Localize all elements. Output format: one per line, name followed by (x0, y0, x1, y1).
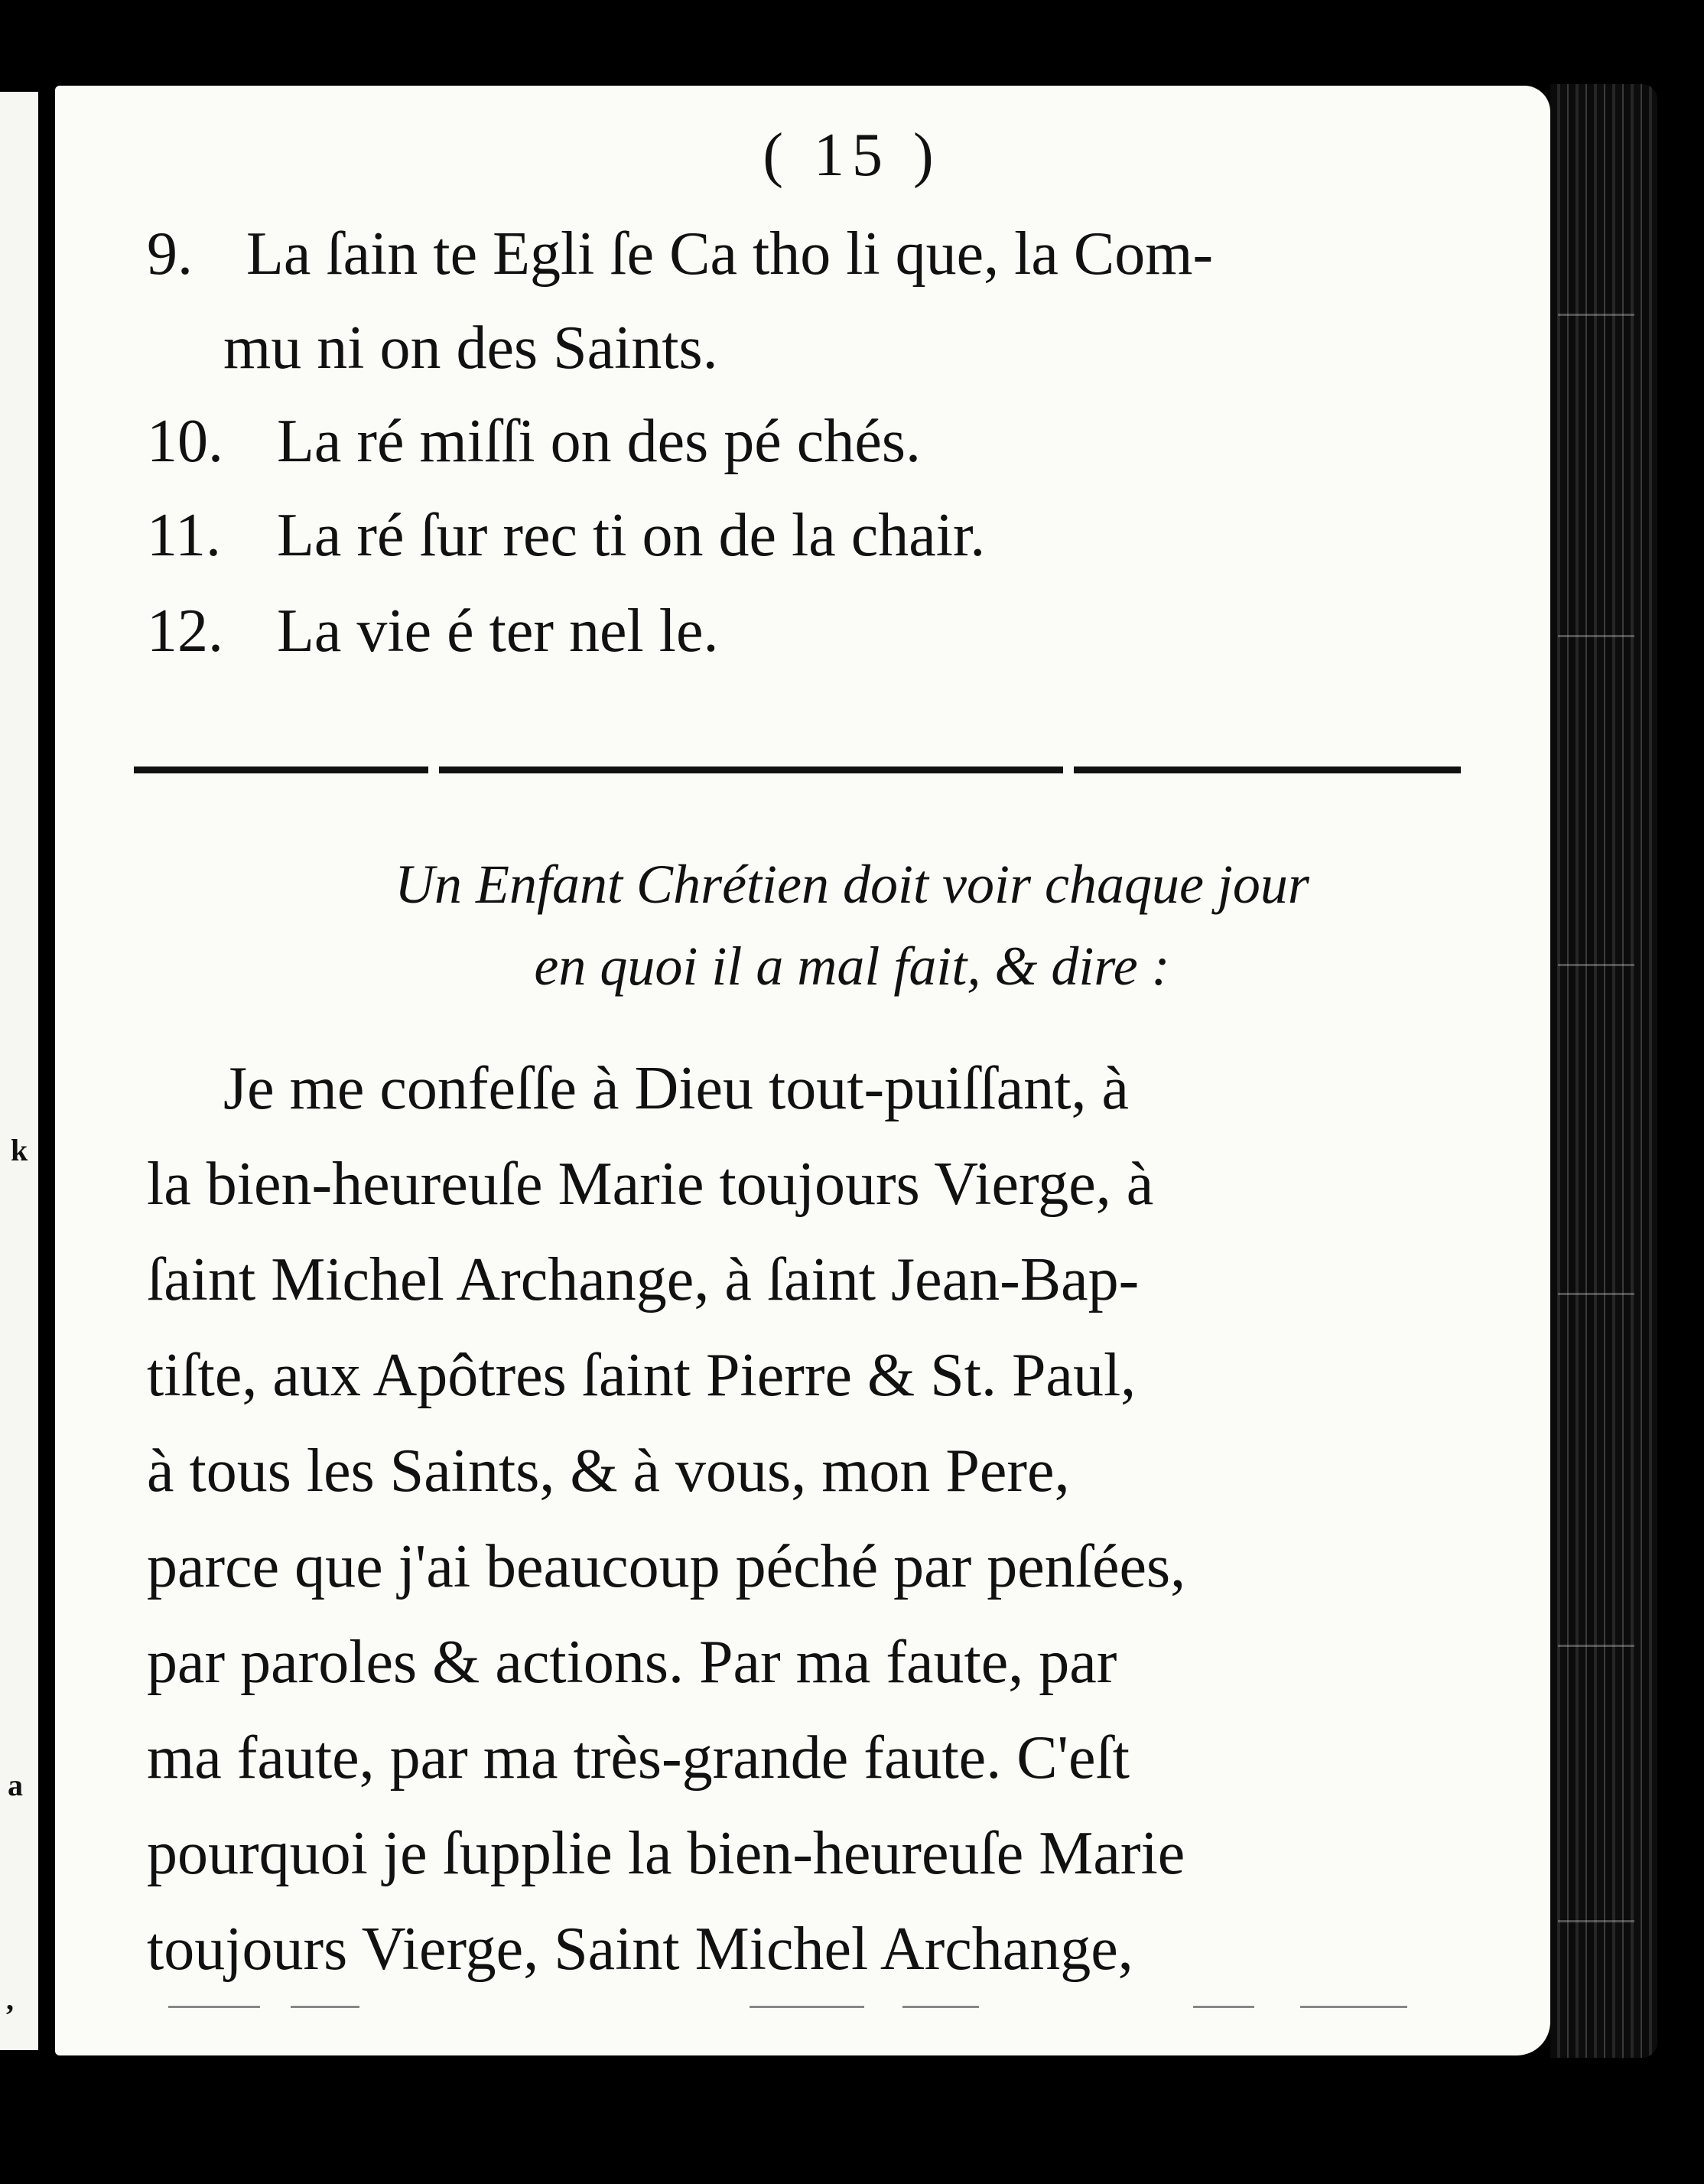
facing-page-mark: a (8, 1768, 23, 1802)
article-text: La ré miſſi on des pé chés. (277, 408, 921, 475)
article-text: La vie é ter nel le. (277, 597, 719, 665)
print-artifact (1300, 2006, 1407, 2008)
section-heading-line-2: en quoi il a mal fait, & dire : (534, 936, 1170, 997)
prayer-line: tiſte, aux Apôtres ſaint Pierre & St. Paul, (147, 1342, 1137, 1409)
print-artifact (902, 2006, 979, 2008)
print-artifact (168, 2006, 260, 2008)
page-number: ( 15 ) (763, 122, 941, 189)
article-number: 10. (147, 408, 223, 475)
facing-page-mark: k (11, 1133, 28, 1167)
prayer-line: ſaint Michel Archange, à ſaint Jean-Bap- (147, 1246, 1140, 1313)
prayer-line: à tous les Saints, & à vous, mon Pere, (147, 1437, 1070, 1505)
facing-page-edge (0, 92, 38, 2050)
prayer-line: toujours Vierge, Saint Michel Archange, (147, 1915, 1133, 1983)
prayer-line: ma faute, par ma très-grande faute. C'eſt (147, 1724, 1130, 1792)
article-number: 11. (147, 502, 222, 569)
article-text: La ré ſur rec ti on de la chair. (277, 502, 986, 569)
print-artifact (291, 2006, 359, 2008)
creed-article-9 (147, 220, 1214, 288)
creed-article-10 (147, 408, 921, 475)
divider-gap (428, 765, 439, 775)
book-spine-edge (1550, 84, 1657, 2058)
article-number: 9. (147, 220, 193, 288)
creed-article-9-continued (223, 314, 718, 382)
print-artifact (750, 2006, 864, 2008)
prayer-line: la bien-heureuſe Marie toujours Vierge, à (147, 1151, 1154, 1218)
prayer-line: Je me confeſſe à Dieu tout-puiſſant, à (223, 1055, 1130, 1122)
prayer-line: parce que j'ai beaucoup péché par penſées, (147, 1533, 1186, 1600)
prayer-line: par paroles & actions. Par ma faute, par (147, 1629, 1117, 1696)
prayer-line: pourquoi je ſupplie la bien-heureuſe Marie (147, 1820, 1185, 1887)
facing-page-mark: , (6, 1982, 14, 2016)
creed-article-12 (147, 597, 719, 665)
article-text: La ſain te Egli ſe Ca tho li que, la Com- (246, 220, 1214, 288)
article-text: mu ni on des Saints. (223, 314, 718, 382)
creed-article-11 (147, 502, 986, 569)
divider-gap (1063, 765, 1074, 775)
article-number: 12. (147, 597, 223, 665)
print-artifact (1193, 2006, 1254, 2008)
section-heading-line-1: Un Enfant Chrétien doit voir chaque jour (395, 854, 1309, 915)
section-divider (134, 767, 1461, 773)
